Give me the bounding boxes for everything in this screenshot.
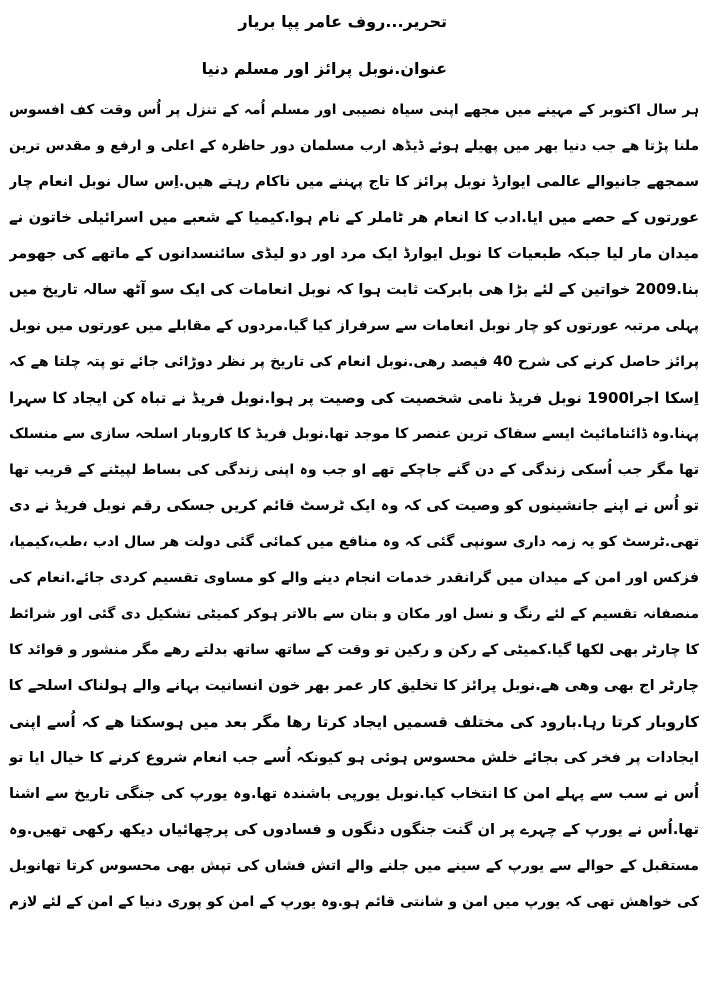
body-line: تھی.ٹرسٹ کو یہ زمہ داری سونپی گئی کہ وہ منافع میں کمائی گئی دولت ھر سال ادب ،طب،کیمیا،	[9, 534, 699, 550]
body-line: کاروبار کرتا رہا.بارود کی مختلف قسمیں ایجاد کرتا رھا مگر بعد میں ہوسکتا ھے کہ اُسے اپنی	[9, 713, 699, 731]
body-line: پہلی مرتبہ عورتوں کو چار نوبل انعامات سے سرفراز کیا گیا.مردوں کے مقابلے میں عورتوں میں نوبل	[9, 318, 699, 334]
body-line: تو اُس نے اپنے جانشینوں کو وصیت کی کہ وہ ایک ٹرسٹ قائم کریں جسکی رقم نوبل فریڈ نے دی	[9, 497, 699, 514]
body-line: تھا.اُس نے یورپ کے چہرے پر ان گنت جنگوں دنگوں و فسادوں کی پرچھائیاں دیکھ رکھی تھیں.وہ	[9, 821, 699, 838]
body-line: مستقبل کے حوالے سے یورپ کے سینے میں جلنے والے اتش فشاں کی تپش بھی محسوس کرتا تھانوبل	[9, 858, 699, 874]
body-line: پہنا.وہ ڈائنامائیٹ ایسے سفاک ترین عنصر کا موجد تھا.نوبل فریڈ کا کاروبار اسلحہ سازی سے منسلک	[9, 426, 699, 442]
article-title: عنوان.نوبل پرائز اور مسلم دنیا	[201, 59, 447, 78]
body-line: اِسکا اجرا1900 نوبل فریڈ نامی شخصیت کی وصیت پر ہوا.نوبل فریڈ نے تباہ کن ایجاد کا سہرا	[9, 389, 699, 407]
body-line: میدان مار لیا جبکہ طبعیات کا نوبل ایوارڈ ایک مرد اور دو لیڈی سائنسدانوں کے ماتھے کی جھومر	[9, 245, 699, 262]
body-line: اُس نے سب سے پہلے امن کا انتخاب کیا.نوبل یورپی باشندہ تھا.وہ یورپ کی جنگی تاریخ سے اشنا	[9, 785, 699, 802]
body-line: ملنا پڑتا ھے جب دنیا بھر میں پھیلے ہوئے ڈیڈھ ارب مسلمان دور حاظرہ کے اعلی و ارفع و مقدس ترین	[9, 138, 699, 154]
body-line: کا چارٹر بھی لکھا گیا.کمیٹی کے رکن و رکین تو وقت کے ساتھ ساتھ بدلتے رھے مگر منشور و قوائد کا	[9, 642, 699, 658]
body-line: ہر سال اکتوبر کے مہینے میں مجھے اپنی سیاہ نصیبی اور مسلم اُمہ کے تنزل پر اُس وقت کف افسوس	[9, 102, 699, 118]
body-line: بنا.2009 خواتین کے لئے بڑا ھی بابرکت ثابت ہوا کہ نوبل انعامات کی ایک سو آٹھ سالہ تاریخ میں	[9, 281, 699, 298]
body-line: فزکس اور امن کے میدان میں گرانقدر خدمات انجام دینے والے کو مساوی تقسیم کردی جائے.انعام کی	[9, 570, 699, 586]
body-line: پرائز حاصل کرنے کی شرح 40 فیصد رھی.نوبل انعام کی تاریخ پر نظر دوڑائی جائے تو پتہ چلتا ھے کہ	[9, 354, 699, 370]
body-line: سمجھے جانیوالے عالمی ایوارڈ نوبل پرائز کا تاج پہننے میں ناکام رہتے ھیں.اِس سال نوبل انعام چار	[9, 174, 699, 190]
body-line: کی خواھش تھی کہ یورپ میں امن و شانتی قائم ہو.وہ یورپ کے امن کو پوری دنیا کے امن کے لئے لازم	[9, 894, 699, 910]
body-line: چارٹر اج بھی وھی ھے.نوبل پرائز کا تخلیق کار عمر بھر خون انسانیت بہانے والے ہولناک اسلحے کا	[9, 677, 699, 694]
body-line: عورتوں کے حصے میں ایا.ادب کا انعام ھر ٹاملر کے نام ہوا.کیمیا کے شعبے میں اسرائیلی خاتون نے	[9, 209, 699, 226]
article-body	[9, 92, 699, 920]
body-line: منصفانہ تقسیم کے لئے رنگ و نسل اور مکان و بتان سے بالاتر ہوکر کمیٹی تشکیل دی گئی اور شرائط	[9, 606, 699, 622]
body-line: ایجادات پر فخر کی بجائے خلش محسوس ہوئی ہو کیونکہ اُسے جب انعام شروع کرنے کا خیال ایا تو	[9, 750, 699, 766]
author-byline: تحریر...روف عامر پپا بریار	[238, 12, 447, 31]
body-line: تھا مگر جب اُسکی زندگی کے دن گنے جاچکے تھے او جب وہ اپنی زندگی کی بساط لپیٹنے کے قریب تھا	[9, 462, 699, 478]
